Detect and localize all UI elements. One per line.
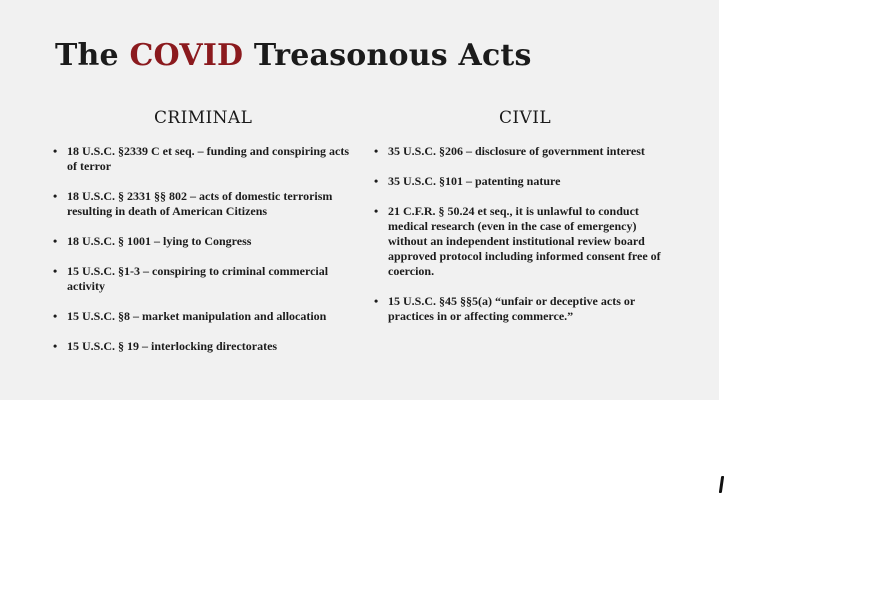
- criminal-item-text: 18 U.S.C. § 1001 – lying to Congress: [67, 234, 252, 248]
- cursor-mark: [719, 476, 724, 493]
- list-item: [374, 204, 674, 279]
- criminal-list: [53, 144, 353, 354]
- list-item: [53, 339, 353, 354]
- title-suffix: Treasonous Acts: [243, 38, 532, 73]
- list-item: [53, 264, 353, 294]
- bullet-icon: •: [53, 189, 58, 203]
- bullet-icon: •: [53, 264, 58, 278]
- bullet-icon: •: [53, 309, 58, 323]
- bullet-icon: •: [374, 174, 379, 188]
- list-item: [53, 309, 353, 324]
- civil-item-text: 21 C.F.R. § 50.24 et seq., it is unlawful to conduct medical research (even in the case of emergency) without an independent institutional review board approved protocol including informed consent free of coercion.: [388, 204, 661, 278]
- bullet-icon: •: [374, 294, 379, 308]
- list-item: [53, 144, 353, 174]
- title-prefix: The: [55, 38, 130, 73]
- list-item: [53, 189, 353, 219]
- criminal-heading: CRIMINAL: [154, 108, 253, 128]
- title-accent-word: COVID: [129, 38, 244, 73]
- list-item: [374, 294, 674, 324]
- slide-title: [55, 38, 532, 73]
- civil-item-text: 15 U.S.C. §45 §§5(a) “unfair or deceptive acts or practices in or affecting commerce.”: [388, 294, 635, 323]
- criminal-item-text: 18 U.S.C. §2339 C et seq. – funding and conspiring acts of terror: [67, 144, 350, 173]
- list-item: [53, 234, 353, 249]
- criminal-item-text: 15 U.S.C. §8 – market manipulation and allocation: [67, 309, 327, 323]
- civil-item-text: 35 U.S.C. §101 – patenting nature: [388, 174, 561, 188]
- civil-heading: CIVIL: [499, 108, 552, 128]
- list-item: [374, 144, 674, 159]
- criminal-item-text: 15 U.S.C. § 19 – interlocking directorates: [67, 339, 278, 353]
- civil-list: [374, 144, 674, 324]
- criminal-item-text: 18 U.S.C. § 2331 §§ 802 – acts of domestic terrorism resulting in death of American Citizens: [67, 189, 333, 218]
- bullet-icon: •: [53, 339, 58, 353]
- bullet-icon: •: [374, 204, 379, 218]
- criminal-item-text: 15 U.S.C. §1-3 – conspiring to criminal commercial activity: [67, 264, 329, 293]
- civil-item-text: 35 U.S.C. §206 – disclosure of government interest: [388, 144, 645, 158]
- bullet-icon: •: [53, 234, 58, 248]
- bullet-icon: •: [374, 144, 379, 158]
- bullet-icon: •: [53, 144, 58, 158]
- list-item: [374, 174, 674, 189]
